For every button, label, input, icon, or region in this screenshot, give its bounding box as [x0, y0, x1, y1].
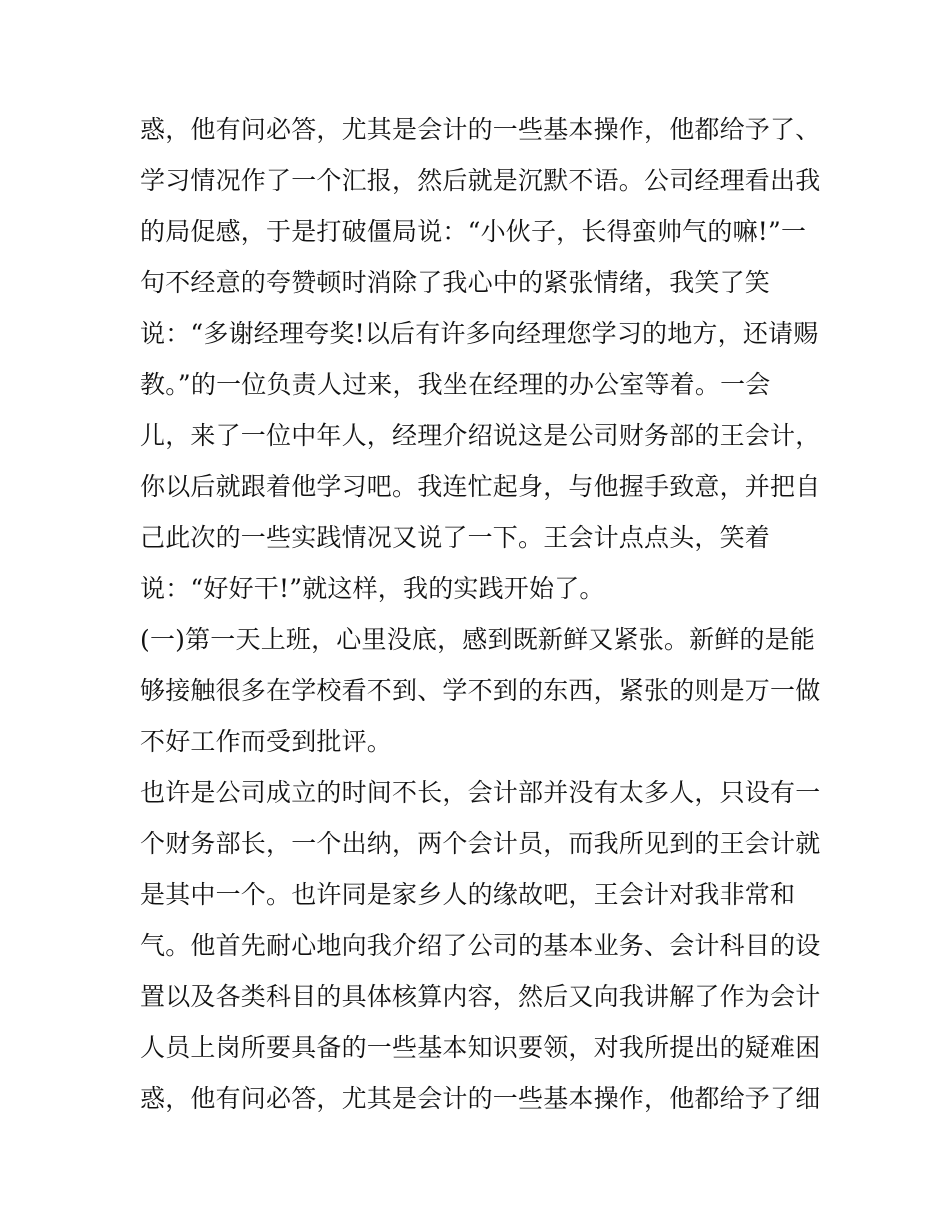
text-line: 的局促感，于是打破僵局说：“小伙子，长得蛮帅气的嘛!”一: [140, 217, 807, 246]
text-line: 气。他首先耐心地向我介绍了公司的基本业务、会计科目的设: [140, 931, 821, 960]
text-line: 教。”的一位负责人过来，我坐在经理的办公室等着。一会: [140, 370, 771, 399]
text-line: 你以后就跟着他学习吧。我连忙起身，与他握手致意，并把自: [140, 472, 821, 501]
text-line: 惑，他有问必答，尤其是会计的一些基本操作，他都给予了、: [140, 115, 821, 144]
text-line: 够接触很多在学校看不到、学不到的东西，紧张的则是万一做: [140, 676, 821, 705]
text-line: 惑，他有问必答，尤其是会计的一些基本操作，他都给予了细: [140, 1084, 821, 1113]
text-line: 个财务部长，一个出纳，两个会计员，而我所见到的王会计就: [140, 829, 821, 858]
text-line: (一)第一天上班，心里没底，感到既新鲜又紧张。新鲜的是能: [140, 625, 816, 654]
text-line: 学习情况作了一个汇报，然后就是沉默不语。公司经理看出我: [140, 166, 821, 195]
text-line: 不好工作而受到批评。: [140, 727, 393, 756]
text-line: 己此次的一些实践情况又说了一下。王会计点点头，笑着: [140, 523, 771, 552]
body-text: [140, 104, 820, 1124]
text-line: 是其中一个。也许同是家乡人的缘故吧，王会计对我非常和: [140, 880, 796, 909]
text-line: 置以及各类科目的具体核算内容，然后又向我讲解了作为会计: [140, 982, 821, 1011]
text-line: 说：“多谢经理夸奖!以后有许多向经理您学习的地方，还请赐: [140, 319, 819, 348]
text-line: 句不经意的夸赞顿时消除了我心中的紧张情绪，我笑了笑: [140, 268, 771, 297]
text-line: 人员上岗所要具备的一些基本知识要领，对我所提出的疑难困: [140, 1033, 821, 1062]
text-line: 儿，来了一位中年人，经理介绍说这是公司财务部的王会计，: [140, 421, 821, 450]
text-line: 也许是公司成立的时间不长，会计部并没有太多人，只设有一: [140, 778, 821, 807]
text-line: 说：“好好干!”就这样，我的实践开始了。: [140, 574, 605, 603]
